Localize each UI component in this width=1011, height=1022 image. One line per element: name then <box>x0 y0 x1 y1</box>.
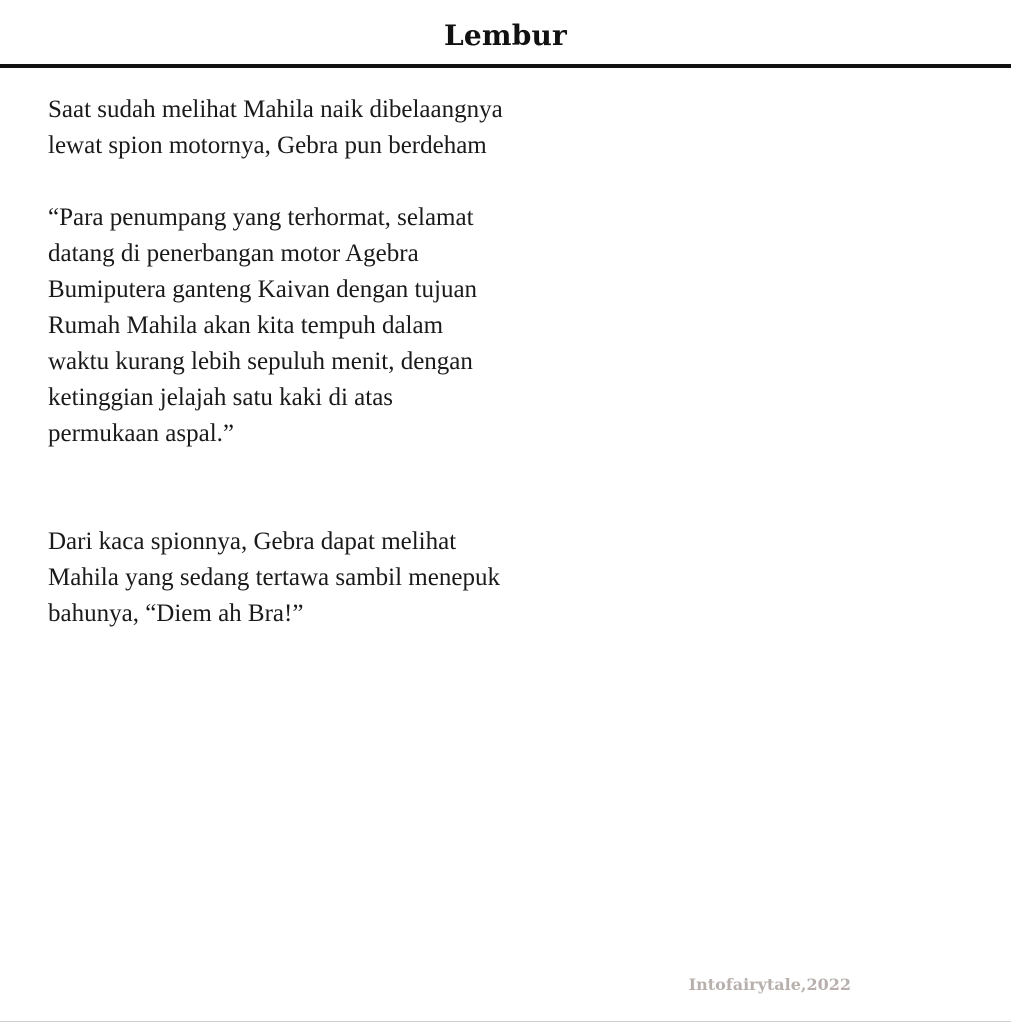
text-line: waktu kurang lebih sepuluh menit, dengan <box>48 348 473 375</box>
text-line: ketinggian jelajah satu kaki di atas <box>48 384 394 411</box>
text-line: Saat sudah melihat Mahila naik dibelaangnya <box>48 96 503 123</box>
page-title: Lembur <box>443 19 568 52</box>
page-header <box>0 0 1011 68</box>
story-text <box>48 92 648 632</box>
author-credit: Intofairytale,2022 <box>688 975 851 994</box>
story-paragraph-3 <box>48 524 648 632</box>
header-divider <box>0 64 1011 68</box>
text-line: lewat spion motornya, Gebra pun berdeham <box>48 132 487 159</box>
text-line: permukaan aspal.” <box>48 420 235 447</box>
text-line: Mahila yang sedang tertawa sambil menepuk <box>48 564 500 591</box>
text-line: Rumah Mahila akan kita tempuh dalam <box>48 312 444 339</box>
story-paragraph-2 <box>48 200 648 452</box>
paragraph-spacer <box>48 164 648 200</box>
text-line: bahunya, “Diem ah Bra!” <box>48 600 304 627</box>
text-line: datang di penerbangan motor Agebra <box>48 240 419 267</box>
paragraph-spacer <box>48 452 648 524</box>
text-line: Bumiputera ganteng Kaivan dengan tujuan <box>48 276 478 303</box>
text-line: Dari kaca spionnya, Gebra dapat melihat <box>48 528 457 555</box>
story-paragraph-1 <box>48 92 648 164</box>
text-line: “Para penumpang yang terhormat, selamat <box>48 204 474 231</box>
